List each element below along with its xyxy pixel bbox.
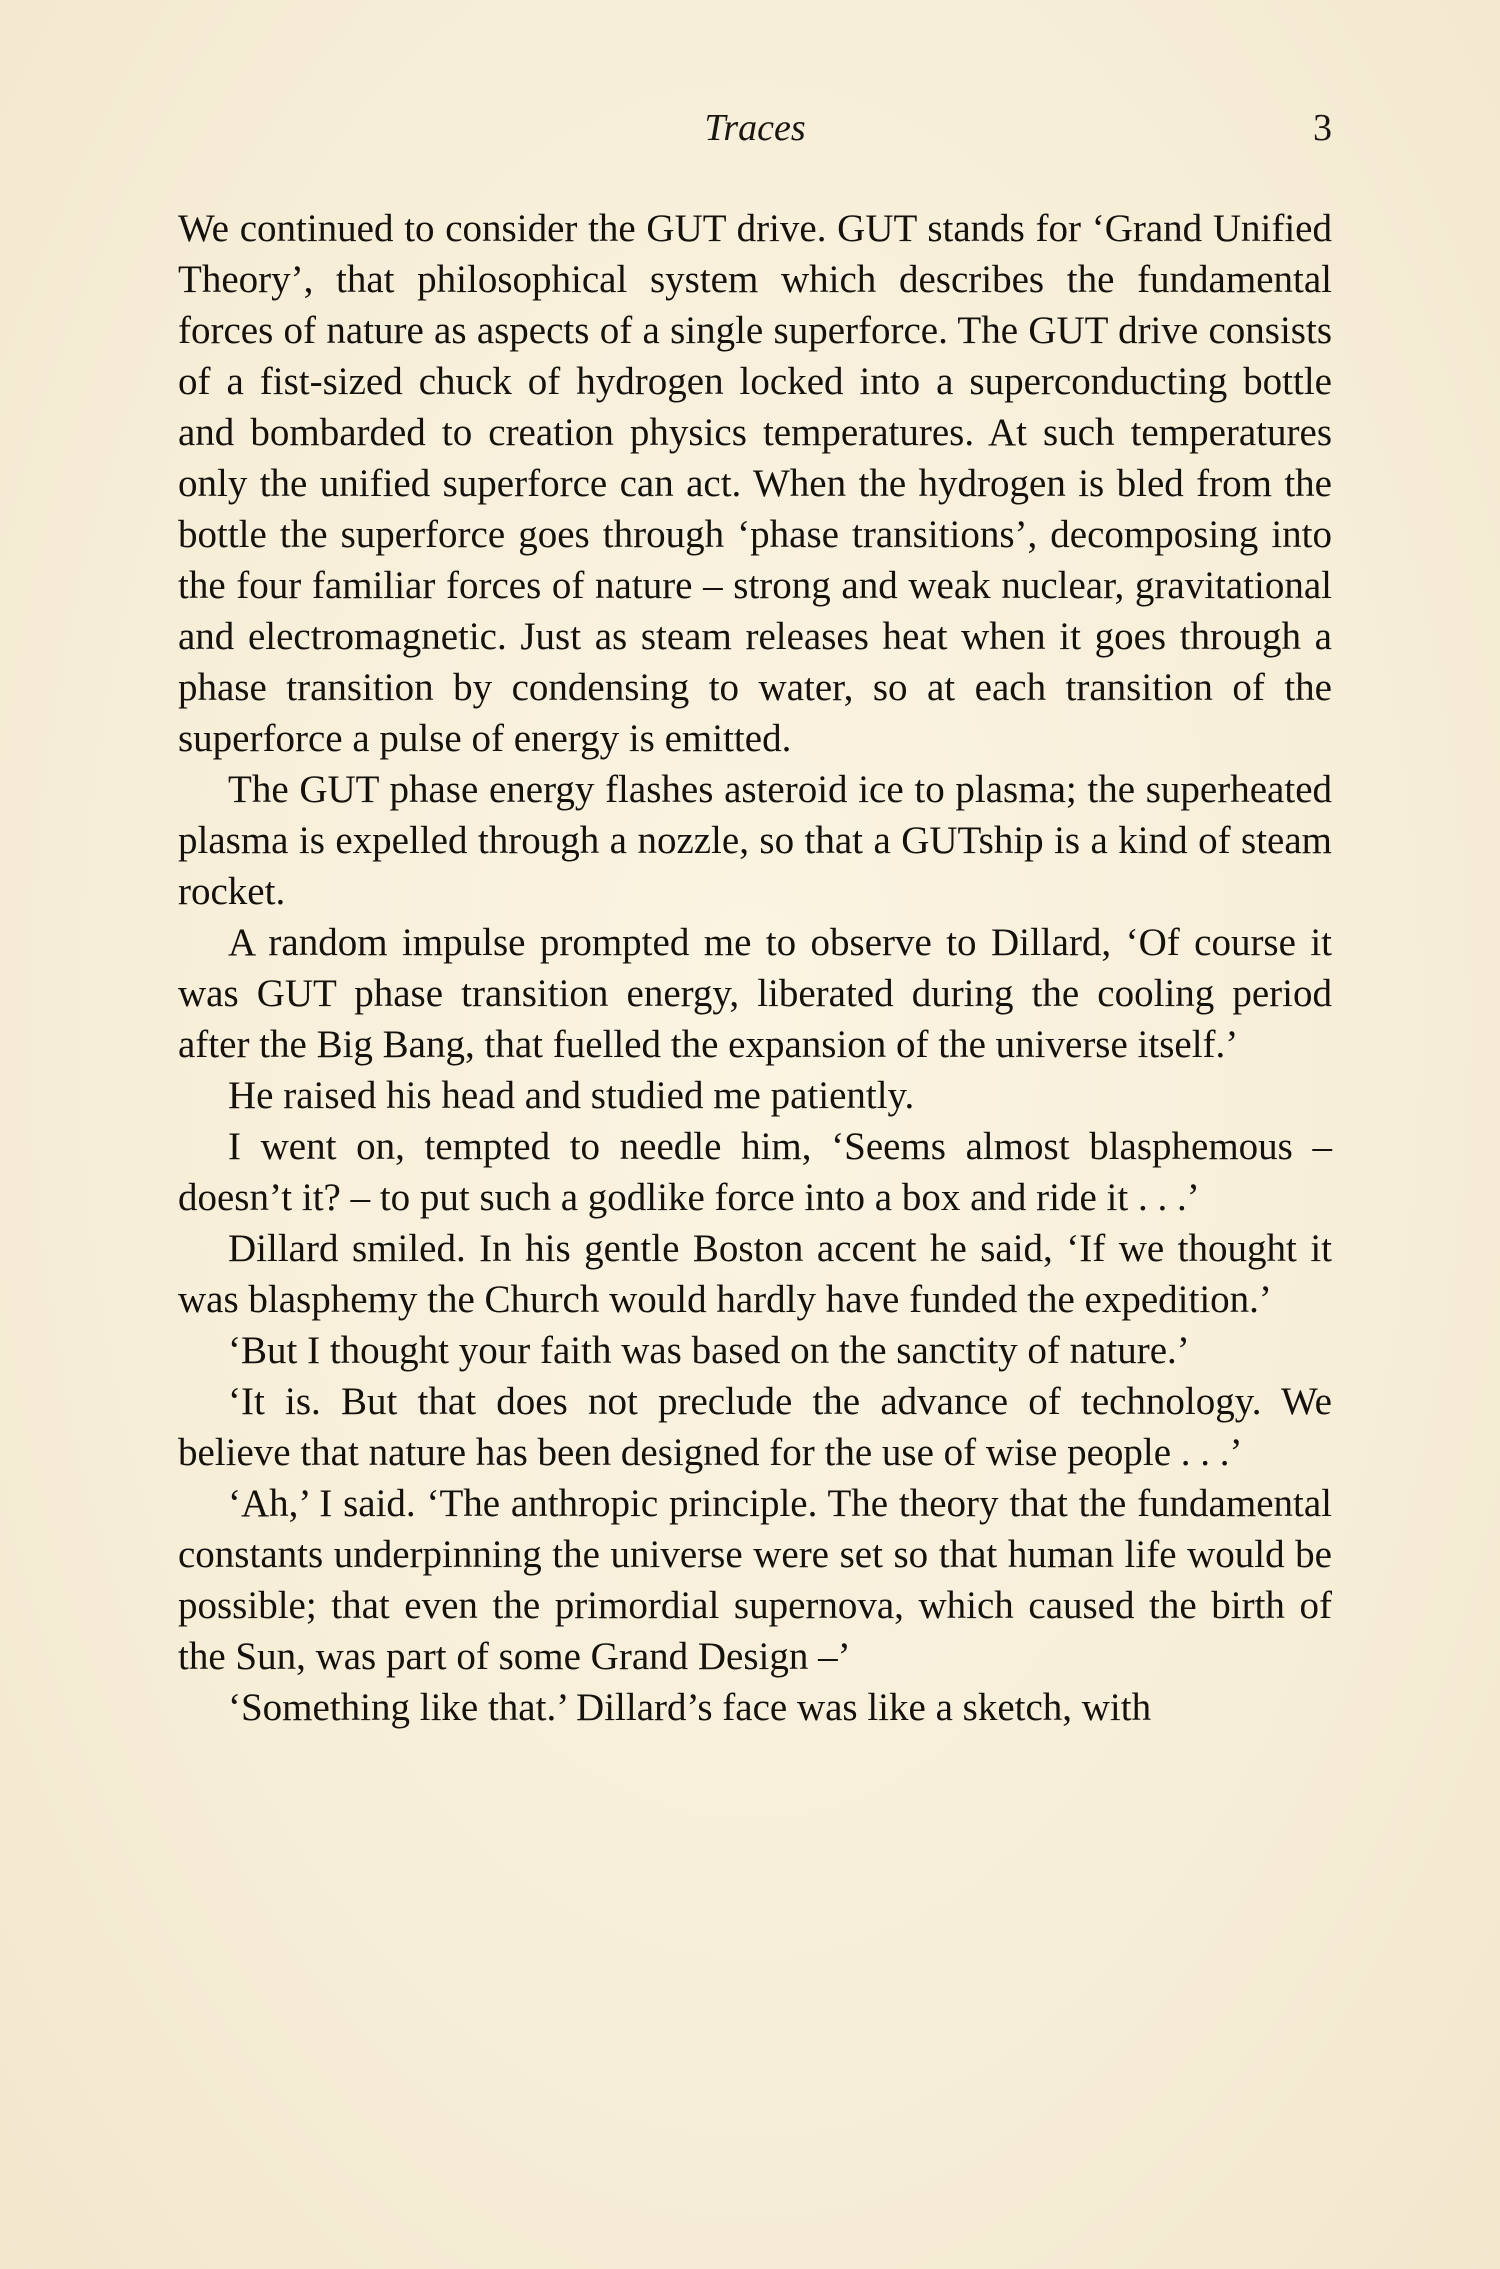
running-title: Traces xyxy=(704,107,806,149)
paragraph: ‘But I thought your faith was based on the sanctity of nature.’ xyxy=(228,1329,1190,1372)
paragraph: Dillard smiled. In his gentle Boston accent he said, ‘If we thought it was blasphemy the Church would hardly have funded the expedition.’ xyxy=(178,1227,1332,1321)
paragraph: I went on, tempted to needle him, ‘Seems almost blasphemous – doesn’t it? – to put such a godlike force into a box and ride it . . .’ xyxy=(178,1125,1332,1219)
paragraph: ‘Something like that.’ Dillard’s face was like a sketch, with xyxy=(228,1686,1152,1729)
paragraph: The GUT phase energy flashes asteroid ice to plasma; the superheated plasma is expelled through a nozzle, so that a GUTship is a kind of steam rocket. xyxy=(178,768,1332,913)
paragraph: A random impulse prompted me to observe to Dillard, ‘Of course it was GUT phase transition energy, liberated during the cooling period after the Big Bang, that fuelled the expansion of the universe itself.’ xyxy=(178,921,1332,1066)
paragraph: ‘Ah,’ I said. ‘The anthropic principle. The theory that the fundamental constants underpinning the universe were set so that human life would be possible; that even the primordial supernova, which caused the birth of the Sun, was part of some Grand Design –’ xyxy=(178,1482,1332,1678)
page-number: 3 xyxy=(1313,107,1332,149)
page-header xyxy=(178,98,1332,158)
body-text xyxy=(178,203,1332,1733)
paragraph: ‘It is. But that does not preclude the advance of technology. We believe that nature has been designed for the use of wise people . . .’ xyxy=(178,1380,1332,1474)
paragraph: We continued to consider the GUT drive. GUT stands for ‘Grand Unified Theory’, that philosophical system which describes the fundamental forces of nature as aspects of a single superforce. The GUT drive consists of a fist-sized chuck of hydrogen locked into a superconducting bottle and bombarded to creation physics temperatures. At such temperatures only the unified superforce can act. When the hydrogen is bled from the bottle the superforce goes through ‘phase transitions’, decomposing into the four familiar forces of nature – strong and weak nuclear, gravitational and electromagnetic. Just as steam releases heat when it goes through a phase transition by condensing to water, so at each transition of the superforce a pulse of energy is emitted. xyxy=(178,207,1332,760)
paragraph: He raised his head and studied me patiently. xyxy=(228,1074,915,1117)
